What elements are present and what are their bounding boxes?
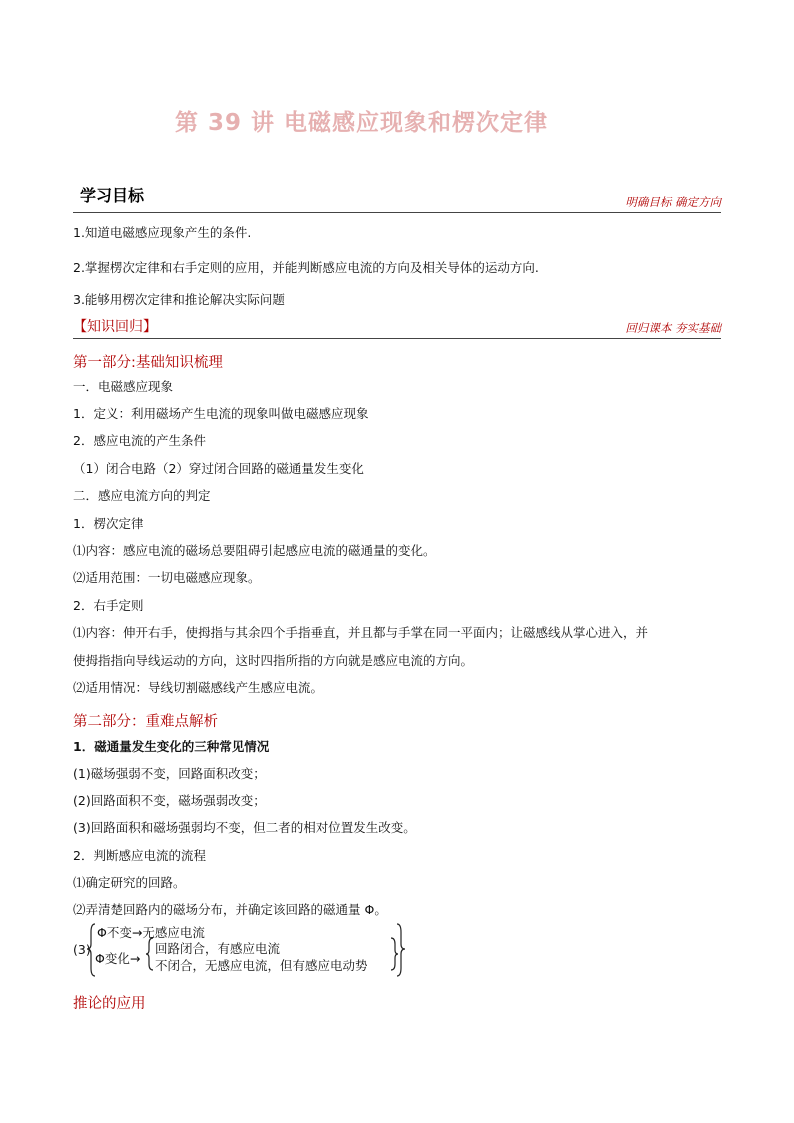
flow-open: 不闭合，无感应电流，但有感应电动势	[155, 958, 368, 973]
part1-line: ⑵适用情况：导线切割磁感线产生感应电流。	[73, 680, 324, 695]
part1-line: 2．感应电流的产生条件	[73, 433, 206, 448]
part1-heading: 第一部分:基础知识梳理	[73, 355, 223, 371]
goal-item-2: 2.掌握楞次定律和右手定则的应用，并能判断感应电流的方向及相关导体的运动方向.	[73, 260, 539, 275]
flow-diagram	[73, 920, 413, 980]
part2-line: (1)磁场强弱不变，回路面积改变；	[73, 766, 266, 781]
goals-header	[73, 178, 721, 213]
goal-item-3: 3.能够用楞次定律和推论解决实际问题	[73, 292, 285, 307]
part1-line: 1．楞次定律	[73, 516, 144, 531]
part1-line: 一．电磁感应现象	[73, 379, 174, 394]
flow-closed: 回路闭合，有感应电流	[155, 941, 281, 956]
part1-line: 二．感应电流方向的判定	[73, 488, 211, 503]
goal-item-1: 1.知道电磁感应现象产生的条件.	[73, 225, 252, 240]
review-heading: 【知识回归】	[73, 319, 157, 335]
part2-line: ⑴确定研究的回路。	[73, 875, 186, 890]
part1-line: 使拇指指向导线运动的方向，这时四指所指的方向就是感应电流的方向。	[73, 653, 474, 668]
part2-line: 2．判断感应电流的流程	[73, 848, 206, 863]
part1-line: ⑴内容：伸开右手，使拇指与其余四个手指垂直，并且都与手掌在同一平面内；让磁感线从掌心进入，并	[73, 625, 649, 640]
goals-tagline: 明确目标 确定方向	[625, 195, 721, 209]
review-tagline: 回归课本 夯实基础	[625, 321, 721, 335]
part1-line: ⑵适用范围：一切电磁感应现象。	[73, 570, 261, 585]
part2-line: (2)回路面积不变，磁场强弱改变；	[73, 793, 266, 808]
part3-heading: 推论的应用	[73, 996, 146, 1012]
part1-line: （1）闭合电路（2）穿过闭合回路的磁通量发生变化	[73, 461, 364, 476]
flow-changed: Φ变化→	[95, 951, 141, 966]
flow-prefix: (3)	[73, 942, 91, 957]
part1-line: ⑴内容：感应电流的磁场总要阻碍引起感应电流的磁通量的变化。	[73, 543, 436, 558]
part1-line: 1．定义：利用磁场产生电流的现象叫做电磁感应现象	[73, 406, 369, 421]
goals-heading: 学习目标	[80, 186, 145, 205]
part2-heading: 第二部分：重难点解析	[73, 714, 218, 730]
review-header	[73, 316, 721, 339]
lesson-title: 第 39 讲 电磁感应现象和楞次定律	[175, 110, 549, 136]
part1-line: 2．右手定则	[73, 598, 144, 613]
flow-unchanged: Φ不变→无感应电流	[97, 925, 205, 940]
part2-line: (3)回路面积和磁场强弱均不变，但二者的相对位置发生改变。	[73, 820, 416, 835]
part2-line: ⑵弄清楚回路内的磁场分布，并确定该回路的磁通量 Φ。	[73, 902, 387, 917]
part2-line: 1．磁通量发生变化的三种常见情况	[73, 739, 270, 754]
